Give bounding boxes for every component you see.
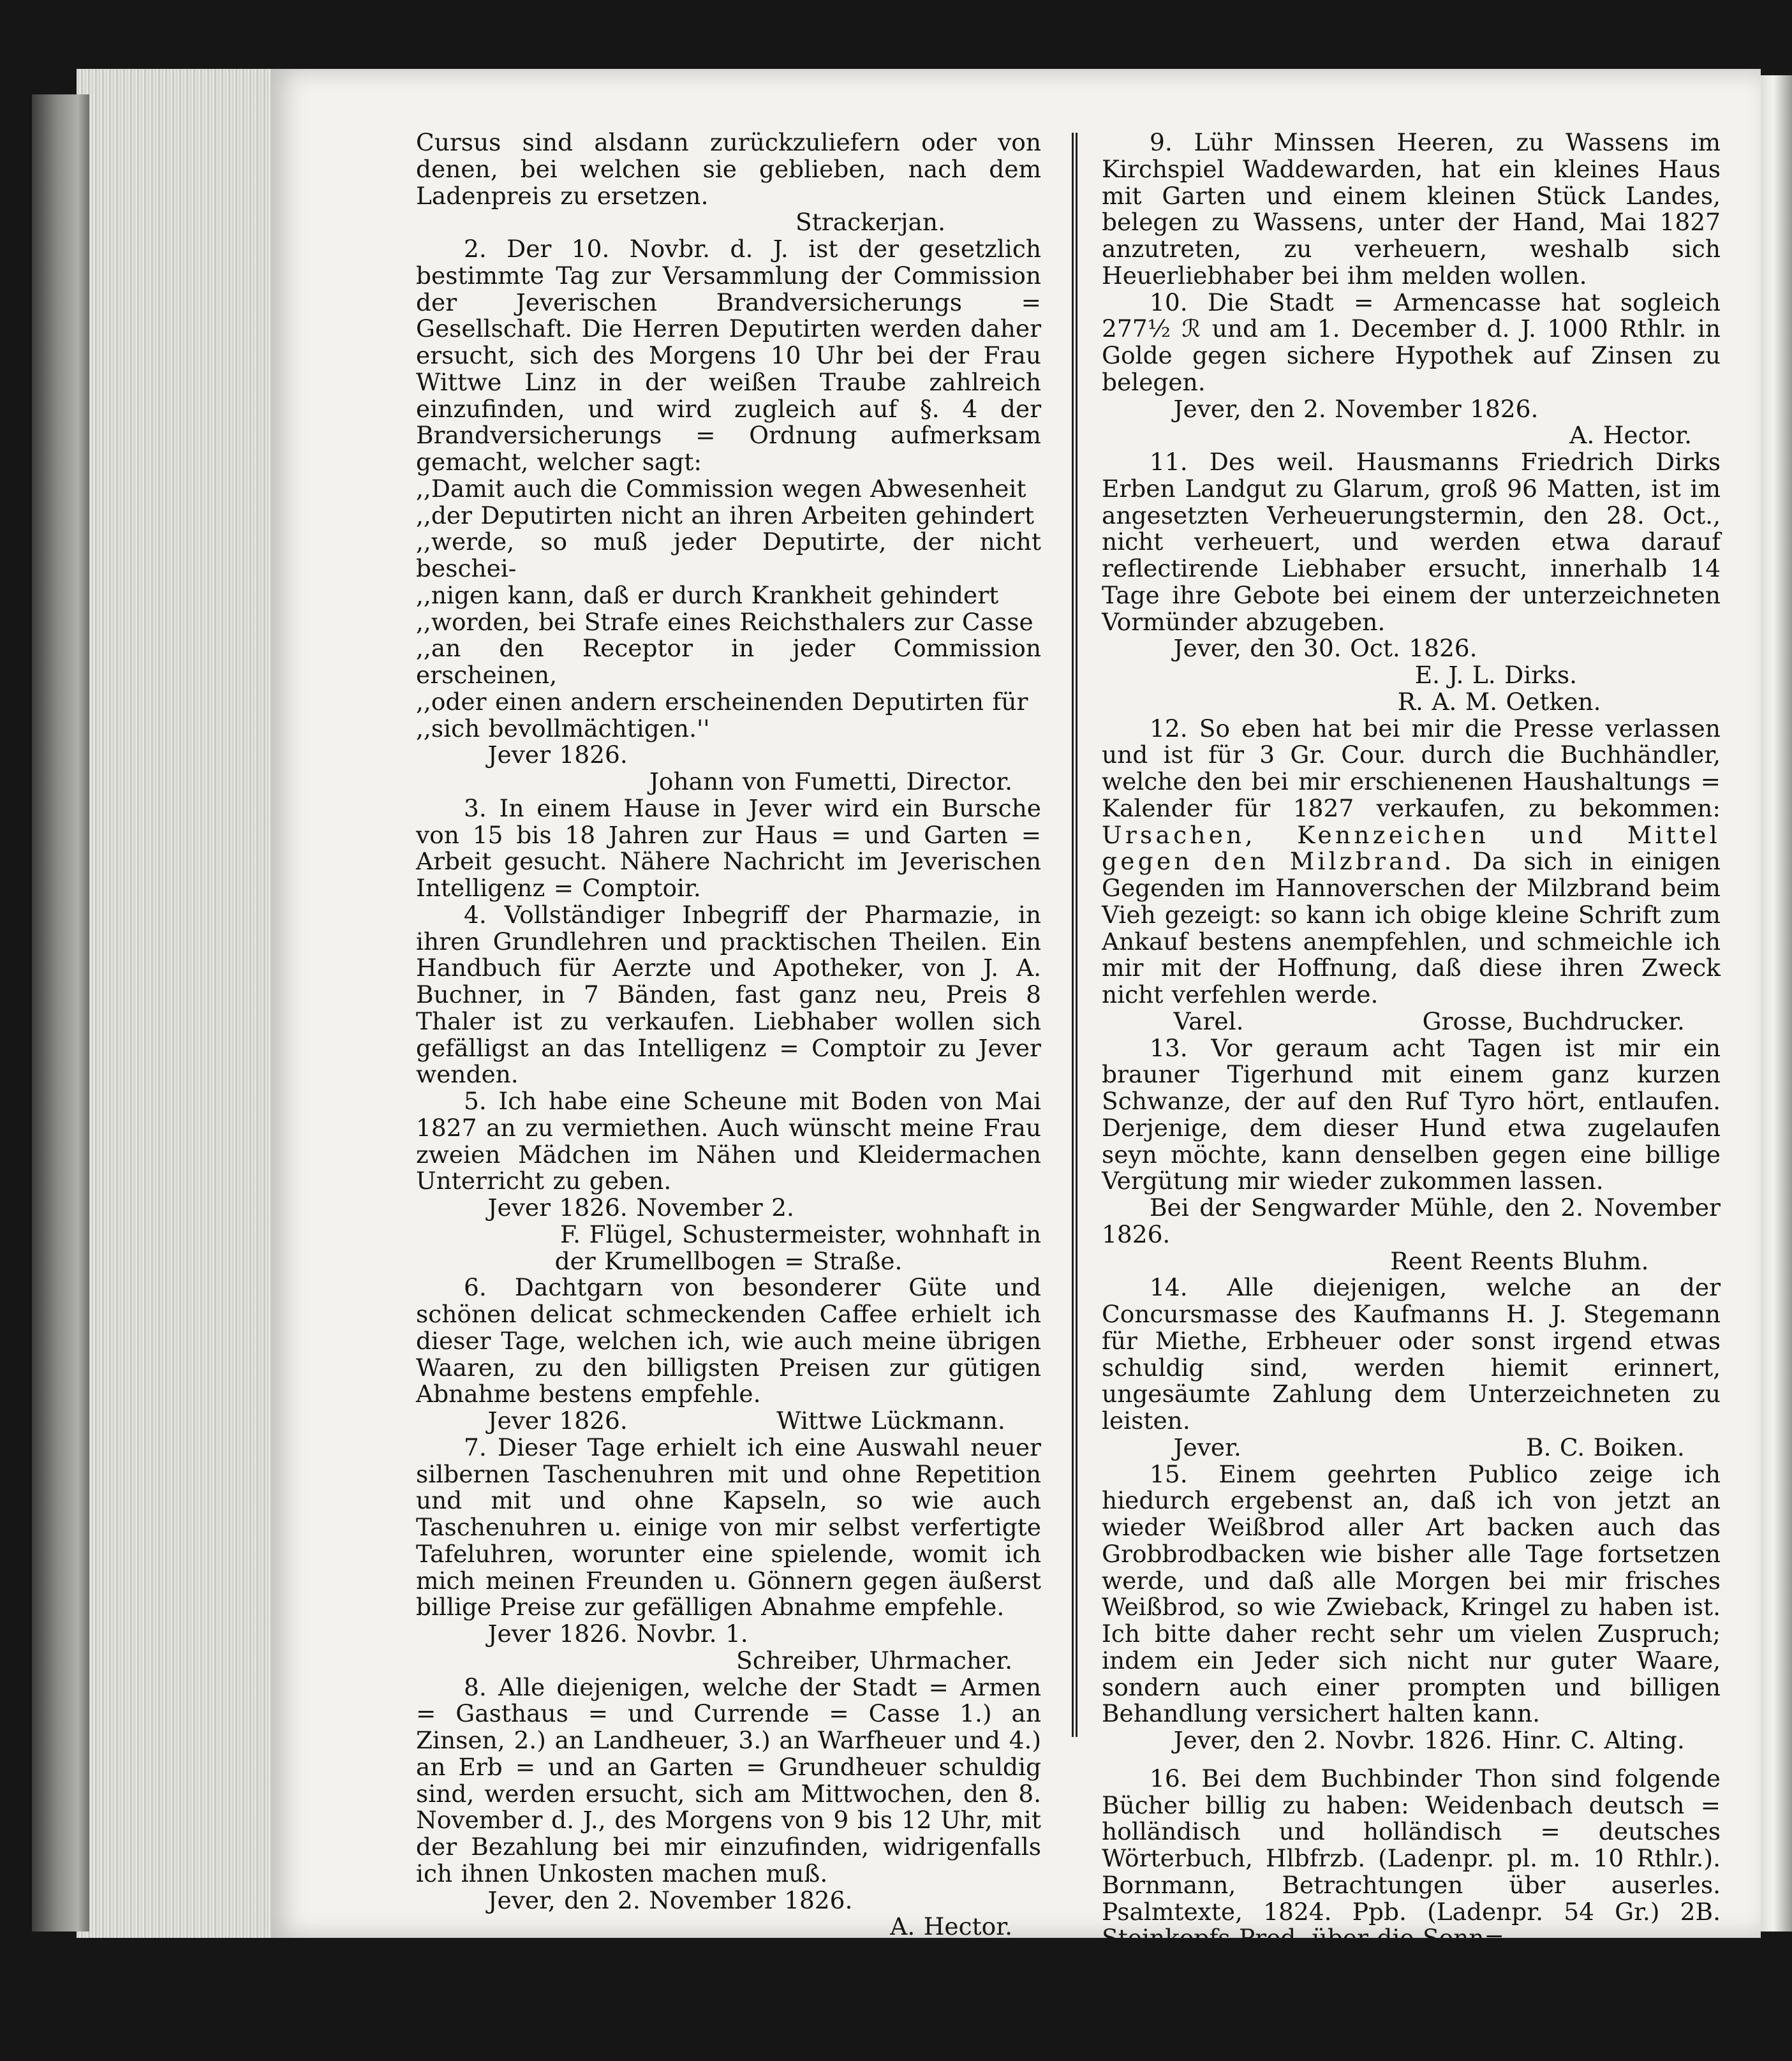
left-column <box>416 129 1041 1940</box>
notice-7: 7. Dieser Tage erhielt ich eine Auswahl neuer silbernen Taschenuhren mit und ohne Repetition und mit und ohne Kapseln, so wie auch Taschenuhren u. einige von mir selbst verfertigte Tafeluhren, worunter eine spielende, womit ich mich meinen Freunden u. Gönnern gegen äußerst billige Preise zur gefälligen Abnahme empfehle. <box>416 1433 1041 1621</box>
notice-2-quote-line: ,,nigen kann, daß er durch Krankheit gehindert <box>416 580 999 609</box>
notice-5-signature-address: der Krumellbogen = Straße. <box>554 1246 903 1275</box>
notice-2-signature: Johann von Fumetti, Director. <box>649 767 1012 795</box>
notice-7-signature: Schreiber, Uhrmacher. <box>736 1646 1012 1674</box>
notice-6: 6. Dachtgarn von besonderer Güte und schönen delicat schmeckenden Caffee erhielt ich dieser Tage, welchen ich, wie auch meine übrigen Waaren, zu den billigsten Preisen zur gütigen Abnahme bestens empfehle. <box>416 1273 1041 1408</box>
notice-1-signature: Strackerjan. <box>796 208 945 237</box>
notice-9: 9. Lühr Minssen Heeren, zu Wassens im Kirchspiel Waddewarden, hat ein kleines Haus mit Garten und einem kleinen Stück Landes, belegen zu Wassens, unter der Hand, Mai 1827 anzutreten, zu verheuern, weshalb sich Heuerliebhaber bei ihm melden wollen. <box>1102 128 1721 290</box>
notice-12-title: Ursachen, Kennzeichen und Mittel gegen den Milzbrand. <box>1102 820 1721 876</box>
notice-2-quote-line: ,,werde, so muß jeder Deputirte, der nicht beschei- <box>416 528 1041 582</box>
notice-11: 11. Des weil. Hausmanns Friedrich Dirks Erben Landgut zu Glarum, groß 96 Matten, ist im angesetzten Verheuerungstermin, den 28. Oct., nicht verheuert, und werden etwa darauf reflectirende Liebhaber ersucht, innerhalb 14 Tage ihre Gebote bei einem der unterzeichneten Vormünder abzugeben. <box>1102 448 1721 636</box>
notice-6-date: Jever 1826. <box>487 1407 628 1435</box>
notice-12-intro: 12. So eben hat bei mir die Presse verlassen und ist für 3 Gr. Cour. durch die Buchhändler, welche den bei mir erschienenen Haushaltungs = Kalender für 1827 verkaufen, zu bekommen: <box>1102 714 1721 822</box>
notice-10-date: Jever, den 2. November 1826. <box>1173 394 1539 423</box>
notice-13-signature: Reent Reents Bluhm. <box>1390 1246 1649 1275</box>
notice-12-footer <box>1102 1008 1721 1035</box>
notice-13-date: Bei der Sengwarder Mühle, den 2. November 1826. <box>1102 1193 1721 1248</box>
notice-15-footer <box>1102 1727 1721 1754</box>
notice-1-continuation: Cursus sind alsdann zurückzuliefern oder von denen, bei welchen sie geblieben, nach dem Ladenpreis zu ersetzen. <box>416 128 1041 210</box>
notice-8-date: Jever, den 2. November 1826. <box>487 1886 853 1914</box>
column-divider <box>1072 133 1077 1737</box>
notice-2-quote-line: ,,worden, bei Strafe eines Reichsthalers zur Casse <box>416 607 1033 636</box>
book-page-edges <box>77 69 281 1938</box>
notice-15: 15. Einem geehrten Publico zeige ich hiedurch ergebenst an, daß ich von jetzt an wieder Weißbrod aller Art backen auch das Grobbrodbacken wie bisher alle Tage fortsetzen werde, und daß alle Morgen bei mir frisches Weißbrod, so wie Zwieback, Kringel zu haben ist. Ich bitte daher recht sehr um vielen Zuspruch; indem ein Jeder sich nicht nur guter Waare, sondern auch einer prompten und billigen Behandlung versichert halten kann. <box>1102 1459 1721 1728</box>
notice-15-signature: Hinr. C. Alting. <box>1501 1726 1685 1754</box>
notice-2-quote-line: ,,der Deputirten nicht an ihren Arbeiten gehindert <box>416 501 1034 529</box>
notice-14-footer <box>1102 1435 1721 1461</box>
notice-11-date: Jever, den 30. Oct. 1826. <box>1173 634 1477 663</box>
notice-8-signature: A. Hector. <box>890 1912 1012 1941</box>
notice-6-footer <box>416 1408 1041 1435</box>
notice-2-quote-line: ,,Damit auch die Commission wegen Abwesenheit <box>416 474 1026 503</box>
notice-14-signature: B. C. Boiken. <box>1526 1433 1685 1461</box>
notice-2-quote-line: ,,an den Receptor in jeder Commission erscheinen, <box>416 634 1041 689</box>
notice-2-quote-line: ,,sich bevollmächtigen.'' <box>416 714 710 742</box>
notice-14: 14. Alle diejenigen, welche an der Concursmasse des Kaufmanns H. J. Stegemann für Miethe, Erbheuer oder sonst irgend etwas schuldig sind, werden hiemit erinnert, ungesäumte Zahlung dem Unterzeichneten zu leisten. <box>1102 1273 1721 1435</box>
notice-13: 13. Vor geraum acht Tagen ist mir ein brauner Tigerhund mit einem ganz kurzen Schwanze, der auf den Ruf Tyro hört, entlaufen. Derjenige, dem dieser Hund etwa zugelaufen seyn möchte, kann denselben gegen eine billige Vergütung mir wieder zukommen lassen. <box>1102 1033 1721 1195</box>
notice-14-place: Jever. <box>1173 1433 1241 1461</box>
notice-12-place: Varel. <box>1173 1007 1244 1035</box>
right-column <box>1102 129 1721 1952</box>
notice-5-date: Jever 1826. November 2. <box>487 1193 794 1222</box>
notice-11-signature: R. A. M. Oetken. <box>1397 687 1601 716</box>
notice-2-date: Jever 1826. <box>487 741 628 769</box>
notice-7-date: Jever 1826. Novbr. 1. <box>487 1620 748 1648</box>
notice-16: 16. Bei dem Buchbinder Thon sind folgende Bücher billig zu haben: Weidenbach deutsch = holländisch und holländisch = deutsches Wörterbuch, Hlbfrzb. (Ladenpr. pl. m. 10 Rthlr.). Bornmann, Betrachtungen über auserles. Psalmtexte, 1824. Ppb. (Ladenpr. 54 Gr.) 2B. Steinkopfs Pred. über die Sonn= <box>1102 1764 1721 1953</box>
notice-12-body: Da sich in einigen Gegenden im Hannoverschen der Milzbrand beim Vieh gezeigt: so kann ich obige kleine Schrift zum Ankauf bestens anempfehlen, und schmeichle ich mir mit der Hoffnung, daß diese ihren Zweck nicht verfehlen werde. <box>1102 847 1721 1008</box>
notice-2-quote-line: ,,oder einen andern erscheinenden Deputirten für <box>416 687 1028 716</box>
notice-11-signature: E. J. L. Dirks. <box>1414 661 1577 689</box>
notice-6-signature: Wittwe Lückmann. <box>776 1407 1005 1435</box>
notice-10: 10. Die Stadt = Armencasse hat sogleich 277½ ℛ und am 1. December d. J. 1000 Rthlr. in Golde gegen sichere Hypothek auf Zinsen zu belegen. <box>1102 288 1721 396</box>
notice-5-signature: F. Flügel, Schustermeister, wohnhaft in <box>559 1220 1041 1248</box>
notice-10-signature: A. Hector. <box>1569 421 1692 450</box>
notice-4: 4. Vollständiger Inbegriff der Pharmazie, in ihren Grundlehren und pracktischen Theilen. Ein Handbuch für Aerzte und Apotheker, von J. A. Buchner, in 7 Bänden, fast ganz neu, Preis 8 Thaler ist zu verkaufen. Liebhaber wollen sich gefälligst an das Intelligenz = Comptoir zu Jever wenden. <box>416 900 1041 1089</box>
book-page <box>271 69 1761 1953</box>
next-page-edge <box>1761 75 1792 1932</box>
notice-5: 5. Ich habe eine Scheune mit Boden von Mai 1827 an zu vermiethen. Auch wünscht meine Frau zweien Mädchen im Nähen und Kleidermachen Unterricht zu geben. <box>416 1087 1041 1195</box>
notice-3: 3. In einem Hause in Jever wird ein Bursche von 15 bis 18 Jahren zur Haus = und Garten = Arbeit gesucht. Nähere Nachricht im Jeverischen Intelligenz = Comptoir. <box>416 794 1041 902</box>
notice-2: 2. Der 10. Novbr. d. J. ist der gesetzlich bestimmte Tag zur Versammlung der Commission der Jeverischen Brandversicherungs = Gesellschaft. Die Herren Deputirten werden daher ersucht, sich des Morgens 10 Uhr bei der Frau Wittwe Linz in der weißen Traube zahlreich einzufinden, und wird zugleich auf §. 4 der Brandversicherungs = Ordnung aufmerksam gemacht, welcher sagt: <box>416 235 1041 476</box>
notice-8: 8. Alle diejenigen, welche der Stadt = Armen = Gasthaus = und Currende = Casse 1.) an Zinsen, 2.) an Landheuer, 3.) an Warfheuer und 4.) an Erb = und an Garten = Grundheuer schuldig sind, werden ersucht, sich am Mittwochen, den 8. November d. J., des Morgens von 9 bis 12 Uhr, mit der Bezahlung bei mir einzufinden, widrigenfalls ich ihnen Unkosten machen muß. <box>416 1673 1041 1887</box>
notice-12 <box>1102 716 1721 1008</box>
notice-12-signature: Grosse, Buchdrucker. <box>1422 1007 1685 1035</box>
notice-15-date: Jever, den 2. Novbr. 1826. <box>1173 1726 1493 1754</box>
